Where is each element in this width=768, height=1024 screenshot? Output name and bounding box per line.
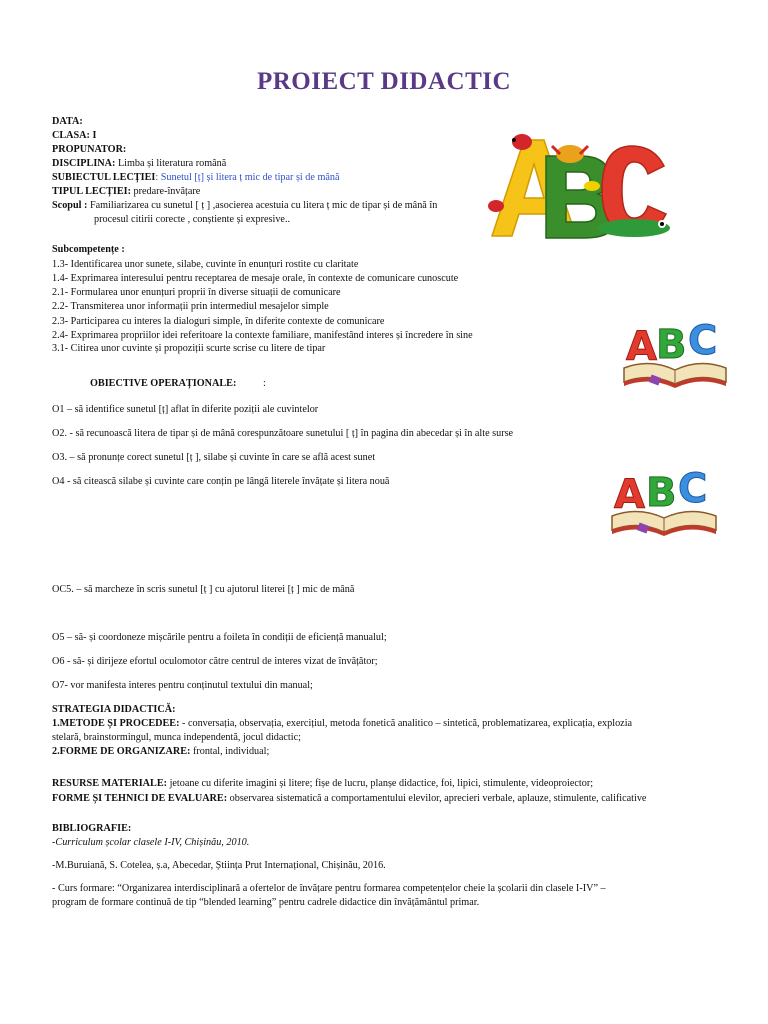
tipul-line (52, 185, 200, 198)
abc-book2-b: B (646, 470, 677, 516)
evaluare-label: FORME ȘI TEHNICI DE EVALUARE: (52, 793, 228, 804)
metode-value: - conversația, observația, exercițiul, metoda fonetică analitico – sintetică, problematizarea, explicația, explozia (179, 718, 633, 729)
subiect-label: SUBIECTUL LECȚIEI (52, 172, 156, 183)
subiect-value: : Sunetul [ț] și litera ț mic de tipar și de mână (155, 172, 340, 183)
resurse-value: jetoane cu diferite imagini și litere; fișe de lucru, planșe didactice, foi, lipici, stimulente, videoproiector; (167, 778, 594, 789)
abc-animals-image (484, 128, 674, 246)
abc-animals-letters (484, 128, 674, 246)
evaluare-line (52, 792, 646, 805)
bibliography-ref: -Curriculum școlar clasele I-IV, Chișinău, 2010. (52, 837, 250, 848)
bibliografie-heading: BIBLIOGRAFIE: (52, 823, 132, 834)
objective-o5: O5 – să- și coordoneze mișcările pentru a foileta în condiții de eficiență manualul; (52, 632, 387, 643)
scopul-line (52, 199, 437, 212)
forme-value: frontal, individual; (190, 746, 270, 757)
abc-book-b: B (656, 322, 687, 368)
bibliography-ref-cont: program de formare continuă de tip “blended learning” pentru cadrele didactice din învățământul primar. (52, 897, 480, 908)
abc-book-image (620, 310, 730, 390)
tipul-value: predare-învățare (133, 186, 201, 197)
obiective-colon: : (263, 378, 266, 389)
bibliography-ref: - Curs formare: “Organizarea interdisciplinară a ofertelor de învățare pentru formarea competențelor cheie la școlarii din clasele I-IV” – (52, 883, 606, 894)
subcompetenta-item: 1.3- Identificarea unor sunete, silabe, cuvinte în enunțuri rostite cu claritate (52, 259, 359, 270)
objective-o4: O4 - să citească silabe și cuvinte care conțin pe lângă literele învățate și litera nouă (52, 476, 390, 487)
obiective-heading: OBIECTIVE OPERAȚIONALE: (90, 378, 237, 389)
clasa-line (52, 129, 96, 142)
resurse-line (52, 777, 593, 790)
metode-line (52, 717, 632, 730)
subcompetenta-item: 2.4- Exprimarea propriilor idei referitoare la contexte familiare, manifestând interes și încredere în sine (52, 330, 473, 341)
abc-book-a: A (626, 324, 657, 370)
metode-label: 1.METODE ȘI PROCEDEE: (52, 718, 180, 729)
subcompetenta-item: 2.3- Participarea cu interes la dialoguri simple, în diferite contexte de comunicare (52, 316, 385, 327)
propunator-label: PROPUNATOR: (52, 144, 127, 155)
abc-book2-a: A (614, 472, 645, 518)
subcompetenta-item: 2.2- Transmiterea unor informații prin intermediul mesajelor simple (52, 301, 329, 312)
objective-o7: O7- vor manifesta interes pentru conținutul textului din manual; (52, 680, 313, 691)
page-title: PROIECT DIDACTIC (256, 68, 512, 95)
scopul-label: Scopul : (52, 200, 88, 211)
objective-o6: O6 - să- și dirijeze efortul oculomotor către centrul de interes vizat de învățător; (52, 656, 378, 667)
subcompetenta-item: 3.1- Citirea unor cuvinte și propoziții scurte scrise cu litere de tipar (52, 343, 326, 354)
strategia-heading: STRATEGIA DIDACTICĂ: (52, 704, 176, 715)
disciplina-value: Limba și literatura română (117, 158, 227, 169)
forme-line (52, 745, 269, 758)
objective-oc5: OC5. – să marcheze în scris sunetul [ț ] cu ajutorul literei [ț ] mic de mână (52, 584, 355, 595)
abc-book-graphic-2 (608, 458, 720, 540)
objective-o3: O3. – să pronunțe corect sunetul [ț ], silabe și cuvinte în care se află acest sunet (52, 452, 376, 463)
bibliography-ref: -M.Buruiană, S. Cotelea, ș.a, Abecedar, Știința Prut Internațional, Chișinău, 2016. (52, 860, 386, 871)
resurse-label: RESURSE MATERIALE: (52, 778, 168, 789)
abc-book-c: C (688, 318, 718, 364)
metode-line2: stelară, brainstormingul, munca independentă, jocul didactic; (52, 732, 301, 743)
evaluare-value: observarea sistematică a comportamentului elevilor, aprecieri verbale, aplauze, stimulente, calificative (227, 793, 647, 804)
data-label: DATA: (52, 116, 83, 127)
objective-o2: O2. - să recunoască litera de tipar și de mână corespunzătoare sunetului [ ț] în pagina din abecedar și în alte surse (52, 428, 514, 439)
subiect-line (52, 171, 340, 184)
subcompetente-heading: Subcompetențe : (52, 244, 125, 255)
abc-book-graphic (620, 310, 730, 390)
clasa-label: CLASA: (52, 130, 90, 141)
subcompetenta-item: 2.1- Formularea unor enunțuri proprii în diverse situații de comunicare (52, 287, 341, 298)
clasa-value: I (92, 130, 97, 141)
scopul-line1: Familiarizarea cu sunetul [ ț ] ,asocierea acestuia cu litera ț mic de tipar și de mână în (89, 200, 438, 211)
disciplina-line (52, 157, 226, 170)
abc-book-image-2 (608, 458, 720, 540)
abc-book2-c: C (678, 466, 708, 512)
tipul-label: TIPUL LECȚIEI: (52, 186, 131, 197)
objective-o1: O1 – să identifice sunetul [ț] aflat în diferite poziții ale cuvintelor (52, 404, 319, 415)
subcompetenta-item: 1.4- Exprimarea interesului pentru receptarea de mesaje orale, în contexte de comunicare cunoscute (52, 273, 459, 284)
forme-label: 2.FORME DE ORGANIZARE: (52, 746, 191, 757)
disciplina-label: DISCIPLINA: (52, 158, 116, 169)
scopul-line2: procesul citirii corecte , conștiente și expresive.. (94, 214, 291, 225)
